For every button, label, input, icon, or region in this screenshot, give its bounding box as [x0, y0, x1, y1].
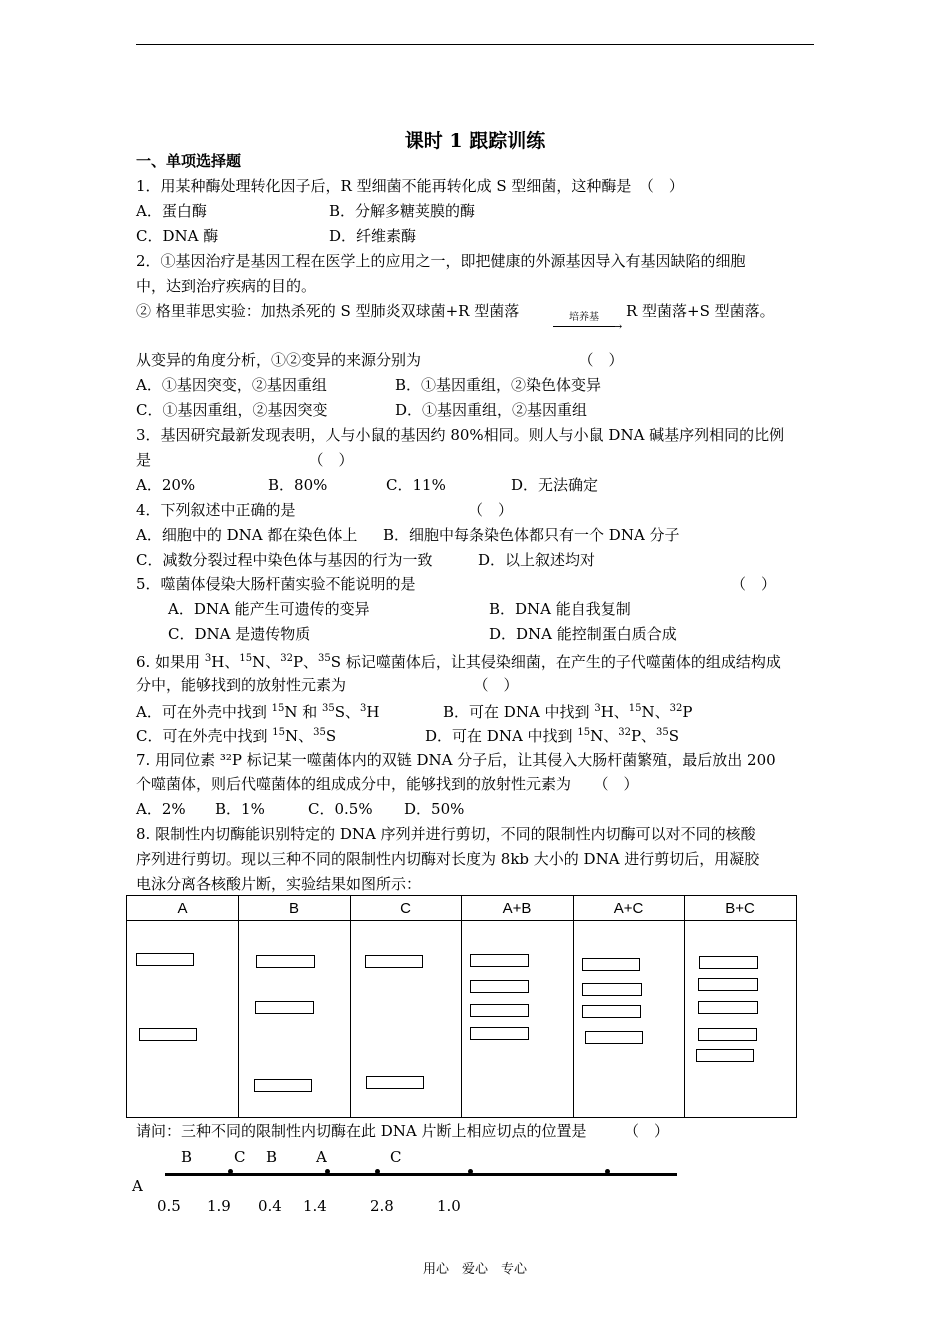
- map-value: 1.0: [437, 1197, 461, 1215]
- q3-option-c: C．11%: [386, 476, 446, 494]
- gel-band: [254, 1079, 312, 1092]
- gel-header-c: C: [400, 900, 411, 917]
- map-letter: A: [316, 1148, 327, 1166]
- gel-band: [365, 955, 423, 968]
- q8-question: 请问：三种不同的限制性内切酶在此 DNA 片断上相应切点的位置是 （ ）: [136, 1122, 670, 1140]
- map-letter: C: [234, 1148, 246, 1166]
- q1-option-c: C．DNA 酶: [136, 227, 219, 245]
- gel-band: [136, 953, 194, 966]
- q4-option-d: D．以上叙述均对: [478, 551, 596, 569]
- gel-header-bc: B+C: [725, 900, 755, 917]
- q3-option-b: B．80%: [268, 476, 328, 494]
- map-value: 0.4: [258, 1197, 282, 1215]
- cut-site-dot: [605, 1169, 610, 1174]
- cut-site-dot: [375, 1169, 380, 1174]
- gel-band: [698, 1001, 758, 1014]
- gel-band: [470, 980, 529, 993]
- q6-option-c: C．可在外壳中找到 $^{15}$N、$^{35}$S: [136, 727, 337, 745]
- q2-line3: ② 格里菲思实验：加热杀死的 S 型肺炎双球菌+R 型菌落: [136, 302, 520, 320]
- map-value: 0.5: [157, 1197, 181, 1215]
- q2-question: 从变异的角度分析，①②变异的来源分别为 （ ）: [136, 351, 624, 369]
- gel-band: [366, 1076, 424, 1089]
- cut-site-dot: [228, 1169, 233, 1174]
- q2-option-d: D．①基因重组，②基因重组: [395, 401, 588, 419]
- gel-band: [582, 958, 640, 971]
- gel-band: [582, 983, 642, 996]
- gel-band: [585, 1031, 643, 1044]
- q5-option-b: B．DNA 能自我复制: [489, 600, 631, 618]
- gel-electrophoresis-figure: [126, 895, 797, 1118]
- q3-line1: 3．基因研究最新发现表明，人与小鼠的基因约 80%相同。则人与小鼠 DNA 碱基序列相同的比例: [136, 426, 785, 444]
- q6-line2: 分中，能够找到的放射性元素为 （ ）: [136, 676, 519, 694]
- gel-band: [698, 1028, 757, 1041]
- dna-segment-line: [165, 1173, 677, 1176]
- gel-band: [139, 1028, 197, 1041]
- map-letter: B: [266, 1148, 278, 1166]
- q4-stem: 4．下列叙述中正确的是 （ ）: [136, 501, 514, 519]
- gel-band: [699, 956, 758, 969]
- header-rule: [136, 44, 814, 45]
- gel-header-b: B: [288, 900, 299, 917]
- map-option-label: A: [132, 1177, 143, 1195]
- page-title: 课时 1 跟踪训练: [404, 130, 546, 152]
- q5-stem: 5．噬菌体侵染大肠杆菌实验不能说明的是: [136, 575, 416, 593]
- q8-line2: 序列进行剪切。现以三种不同的限制性内切酶对长度为 8kb 大小的 DNA 进行剪切后，用凝胶: [136, 850, 760, 868]
- q3-line2: 是 （ ）: [136, 451, 354, 469]
- q5-option-c: C．DNA 是遗传物质: [168, 625, 311, 643]
- gel-band: [698, 978, 758, 991]
- culture-arrow: 培养基 →: [553, 312, 623, 332]
- page-footer: 用心 爱心 专心: [422, 1262, 527, 1277]
- gel-band: [470, 1027, 529, 1040]
- gel-header-a: A: [177, 900, 188, 917]
- map-value: 2.8: [370, 1197, 394, 1215]
- q2-option-b: B．①基因重组，②染色体变异: [395, 376, 602, 394]
- q4-option-b: B．细胞中每条染色体都只有一个 DNA 分子: [383, 526, 680, 544]
- q3-option-d: D．无法确定: [511, 476, 599, 494]
- q1-option-b: B．分解多糖荚膜的酶: [329, 202, 476, 220]
- gel-band: [582, 1005, 641, 1018]
- q2-option-a: A．①基因突变，②基因重组: [136, 376, 327, 394]
- q7-option-c: C．0.5%: [308, 800, 373, 818]
- q5-option-a: A．DNA 能产生可遗传的变异: [168, 600, 370, 618]
- arrow-label: 培养基: [569, 312, 599, 323]
- q7-option-d: D．50%: [404, 800, 465, 818]
- map-value: 1.9: [207, 1197, 231, 1215]
- q5-option-d: D．DNA 能控制蛋白质合成: [489, 625, 677, 643]
- q2-line3-result: R 型菌落+S 型菌落。: [626, 302, 775, 320]
- q6-line1: 6. 如果用 $^3$H、$^{15}$N、$^{32}$P、$^{35}$S 标记噬菌体后，让其侵染细菌，在产生的子代噬菌体的组成结构成: [136, 653, 781, 671]
- gel-band: [256, 955, 315, 968]
- map-letter: C: [390, 1148, 402, 1166]
- q7-option-a: A．2%: [136, 800, 186, 818]
- q8-line1: 8. 限制性内切酶能识别特定的 DNA 序列并进行剪切，不同的限制性内切酶可以对不同的核酸: [136, 825, 756, 843]
- gel-band: [255, 1001, 314, 1014]
- q2-line1: 2．①基因治疗是基因工程在医学上的应用之一，即把健康的外源基因导入有基因缺陷的细胞: [136, 252, 746, 270]
- q4-option-a: A．细胞中的 DNA 都在染色体上: [136, 526, 358, 544]
- q6-option-b: B．可在 DNA 中找到 $^3$H、$^{15}$N、$^{32}$P: [443, 703, 693, 721]
- q8-line3: 电泳分离各核酸片断，实验结果如图所示：: [136, 875, 422, 893]
- gel-header-ab: A+B: [502, 900, 532, 917]
- cut-site-dot: [325, 1169, 330, 1174]
- gel-band: [696, 1049, 754, 1062]
- section-heading: 一、单项选择题: [136, 152, 242, 170]
- q7-option-b: B．1%: [215, 800, 265, 818]
- q1-option-a: A．蛋白酶: [136, 202, 207, 220]
- map-letter: B: [181, 1148, 193, 1166]
- gel-band: [470, 954, 529, 967]
- q7-line1: 7. 用同位素 ³²P 标记某一噬菌体内的双链 DNA 分子后，让其侵入大肠杆菌繁殖，最后放出 200: [136, 751, 776, 769]
- q6-option-d: D．可在 DNA 中找到 $^{15}$N、$^{32}$P、$^{35}$S: [425, 727, 680, 745]
- map-value: 1.4: [303, 1197, 327, 1215]
- q4-option-c: C．减数分裂过程中染色体与基因的行为一致: [136, 551, 433, 569]
- q1-option-d: D．纤维素酶: [329, 227, 417, 245]
- q2-option-c: C．①基因重组，②基因突变: [136, 401, 328, 419]
- cut-site-dot: [468, 1169, 473, 1174]
- gel-band: [470, 1004, 529, 1017]
- q6-option-a: A．可在外壳中找到 $^{15}$N 和 $^{35}$S、$^3$H: [136, 703, 380, 721]
- q1-stem: 1．用某种酶处理转化因子后，R 型细菌不能再转化成 S 型细菌，这种酶是 （ ）: [136, 177, 684, 195]
- q3-option-a: A．20%: [136, 476, 196, 494]
- q5-paren: （ ）: [731, 575, 777, 593]
- gel-header-ac: A+C: [613, 900, 644, 917]
- q7-line2: 个噬菌体，则后代噬菌体的组成成分中，能够找到的放射性元素为 （ ）: [136, 775, 639, 793]
- q2-line2: 中，达到治疗疾病的目的。: [136, 277, 317, 295]
